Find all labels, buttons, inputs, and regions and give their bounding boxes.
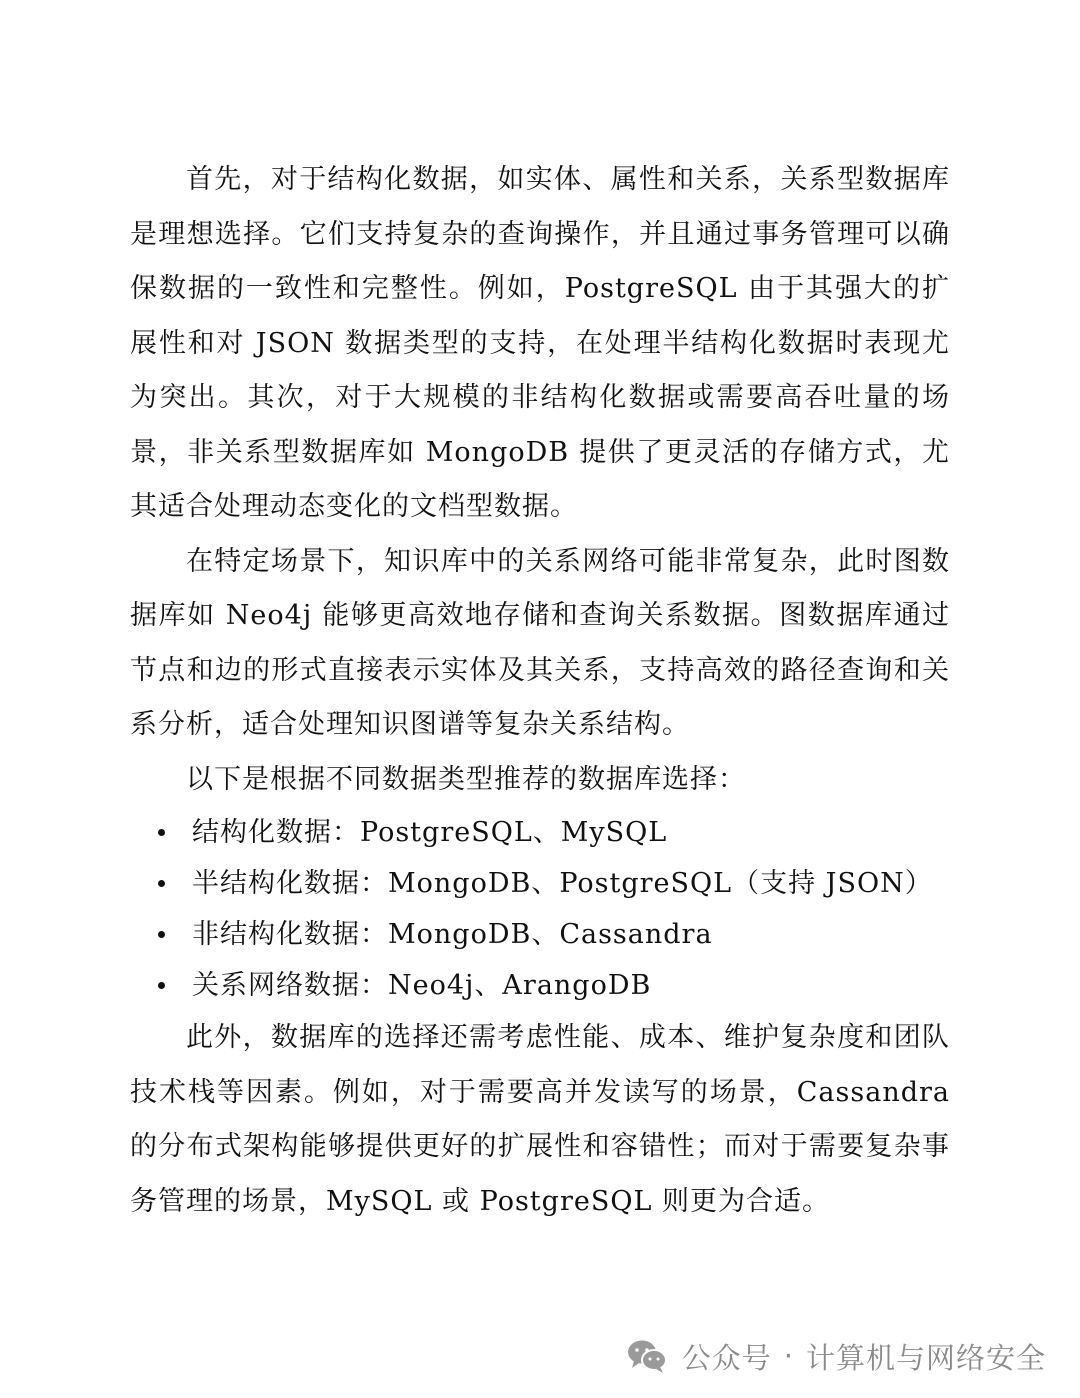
- list-item-text: 关系网络数据：Neo4j、ArangoDB: [192, 970, 652, 1001]
- list-item: [130, 858, 950, 909]
- database-recommendation-list: [130, 807, 950, 1011]
- list-item: [130, 960, 950, 1011]
- watermark-account: 计算机与网络安全: [805, 1340, 1046, 1375]
- paragraph-intro: 首先，对于结构化数据，如实体、属性和关系，关系型数据库是理想选择。它们支持复杂的查询操作，并且通过事务管理可以确保数据的一致性和完整性。例如，PostgreSQL 由于其强大的扩展性和对 JSON 数据类型的支持，在处理半结构化数据时表现尤为突出。其次，对于大规模的非结构化数据或需要高吞吐量的场景，非关系型数据库如 MongoDB 提供了更灵活的存储方式，尤其适合处理动态变化的文档型数据。: [130, 164, 950, 522]
- document-body: [130, 153, 950, 1229]
- list-item: [130, 909, 950, 960]
- watermark-label: 公众号: [681, 1340, 772, 1375]
- bullet-icon: [158, 982, 165, 989]
- paragraph-list-intro: 以下是根据不同数据类型推荐的数据库选择：: [186, 763, 746, 795]
- bullet-icon: [158, 829, 165, 836]
- paragraph-graph-database: 在特定场景下，知识库中的关系网络可能非常复杂，此时图数据库如 Neo4j 能够更高效地存储和查询关系数据。图数据库通过节点和边的形式直接表示实体及其关系，支持高效的路径查询和关系分析，适合处理知识图谱等复杂关系结构。: [130, 545, 950, 740]
- watermark: [626, 1334, 1046, 1378]
- wechat-icon: [626, 1338, 668, 1374]
- bullet-icon: [158, 931, 165, 938]
- paragraph-other-factors: 此外，数据库的选择还需考虑性能、成本、维护复杂度和团队技术栈等因素。例如，对于需要高并发读写的场景，Cassandra 的分布式架构能够提供更好的扩展性和容错性；而对于需要复杂事务管理的场景，MySQL 或 PostgreSQL 则更为合适。: [130, 1022, 950, 1217]
- list-item: [130, 807, 950, 858]
- list-item-text: 结构化数据：PostgreSQL、MySQL: [192, 817, 668, 848]
- watermark-separator: ·: [783, 1339, 794, 1373]
- bullet-icon: [158, 880, 165, 887]
- list-item-text: 半结构化数据：MongoDB、PostgreSQL（支持 JSON）: [192, 868, 933, 899]
- list-item-text: 非结构化数据：MongoDB、Cassandra: [192, 919, 713, 950]
